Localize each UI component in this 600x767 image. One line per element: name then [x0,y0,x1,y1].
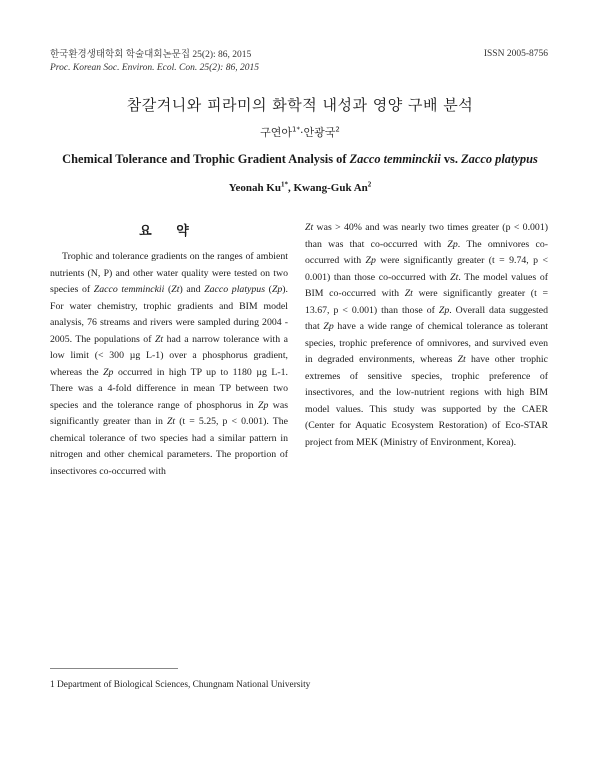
abstract-text: occurred in high TP up to 1180 µg L-1. There was a 4-fold difference in mean TP between two species and the tolerance range of phosphorus in [50,366,288,411]
species-name: Zacco temminckii [93,284,165,295]
author-2-en: Kwang-Guk An [293,182,368,194]
species-abbrev: Zp [365,255,376,266]
paper-title-kr: 참갈겨니와 피라미의 화학적 내성과 영양 구배 분석 [126,96,474,114]
species-abbrev: Zt [457,354,466,365]
author-1-en: Yeonah Ku [228,182,281,194]
abstract-text: ) and [179,284,205,295]
abstract-text: ). For water chemistry, trophic gradients and BIM model analysis, 76 streams and rivers were sampled during 2004 - 2005. The populations of [50,284,289,345]
author-separator: · [300,126,304,139]
species-abbrev: Zt [166,416,176,427]
authors-kr [0,124,600,140]
footnote-affiliation: 1 Department of Biological Sciences, Chungnam National University [50,680,311,690]
abstract-body-left [50,249,288,480]
species-abbrev: Zp [271,284,283,295]
journal-title-en: Proc. Korean Soc. Environ. Ecol. Con. 25(2): 86, 2015 [50,63,259,73]
abstract-text: . The omnivores co-occurred with [305,238,548,266]
title-en-part: vs. [440,152,462,166]
author-1-kr-affil: 1* [292,125,300,134]
abstract-text: was significantly greater than in [50,399,289,427]
issn: ISSN 2005-8756 [483,49,548,59]
species-abbrev: Zt [305,222,314,233]
title-en-part: Chemical Tolerance and Trophic Gradient Analysis of [62,152,350,166]
species-abbrev: Zt [171,284,180,295]
species-abbrev: Zt [154,333,164,345]
author-1-en-affil: 1* [281,180,288,189]
abstract-text: had a narrow tolerance with a low limit (< 300 µg L-1) over a phosphorus gradient, whereas the [50,333,288,378]
species-abbrev: Zt [404,288,413,299]
author-2-kr-affil: 2 [335,125,340,134]
abstract-text: . The model values of BIM co-occurred with [305,271,548,299]
species-abbrev: Zp [103,366,114,378]
abstract-text: Trophic and tolerance gradients on the ranges of ambient nutrients (N, P) and other water quality were tested on two species of [50,251,288,295]
paper-title-en [0,152,600,167]
species-abbrev: Zp [438,304,450,316]
species-abbrev: Zp [447,238,458,250]
species-name: Zacco platypus [204,284,266,295]
journal-header [50,49,259,75]
abstract-text: ( [164,284,172,295]
footnote-rule [50,668,178,669]
abstract-text: have a wide range of chemical tolerance as tolerant species, trophic preference of omnivores, and survived even in degraded environments, whereas [305,321,548,365]
species-abbrev: Zp [323,321,334,332]
title-en-species-2: Zacco platypus [461,152,538,166]
author-2-kr: 안광국 [303,126,336,139]
abstract-body-right [305,220,548,451]
abstract-text: have other trophic extremes of sensitive species, trophic preference of insectivores, and the low-nutrient regions with high BIM model values. This study was supported by the CAER (Center for Aquatic Ecosystem Restoration) of Eco-STAR project from MEK (Ministry of Environment, Korea). [305,354,548,448]
abstract-text: were significantly greater (t = 13.67, p < 0.001) than those of [305,288,548,316]
author-2-en-affil: 2 [367,180,372,189]
abstract-text: were significantly greater (t = 9.74, p < 0.001) than those co-occurred with [305,255,548,283]
journal-title-kr: 한국환경생태학회 학술대회논문집 25(2): 86, 2015 [50,50,252,60]
title-en-species-1: Zacco temminckii [349,152,441,166]
species-abbrev: Zp [258,399,269,411]
abstract-text: was > 40% and was nearly two times greater (p < 0.001) than was that co-occurred with [305,222,548,250]
species-abbrev: Zt [450,271,459,283]
authors-en [0,182,600,194]
author-1-kr: 구연아 [260,126,293,139]
abstract-text: (t = 5.25, p < 0.001). The chemical tolerance of two species had a similar pattern in nitrogen and other chemical parameters. The proportion of insectivores co-occurred with [50,416,289,477]
abstract-text: . Overall data suggested that [305,304,548,332]
author-separator: , [288,182,294,194]
abstract-text: ( [265,284,272,295]
abstract-heading: 요 약 [139,224,199,239]
